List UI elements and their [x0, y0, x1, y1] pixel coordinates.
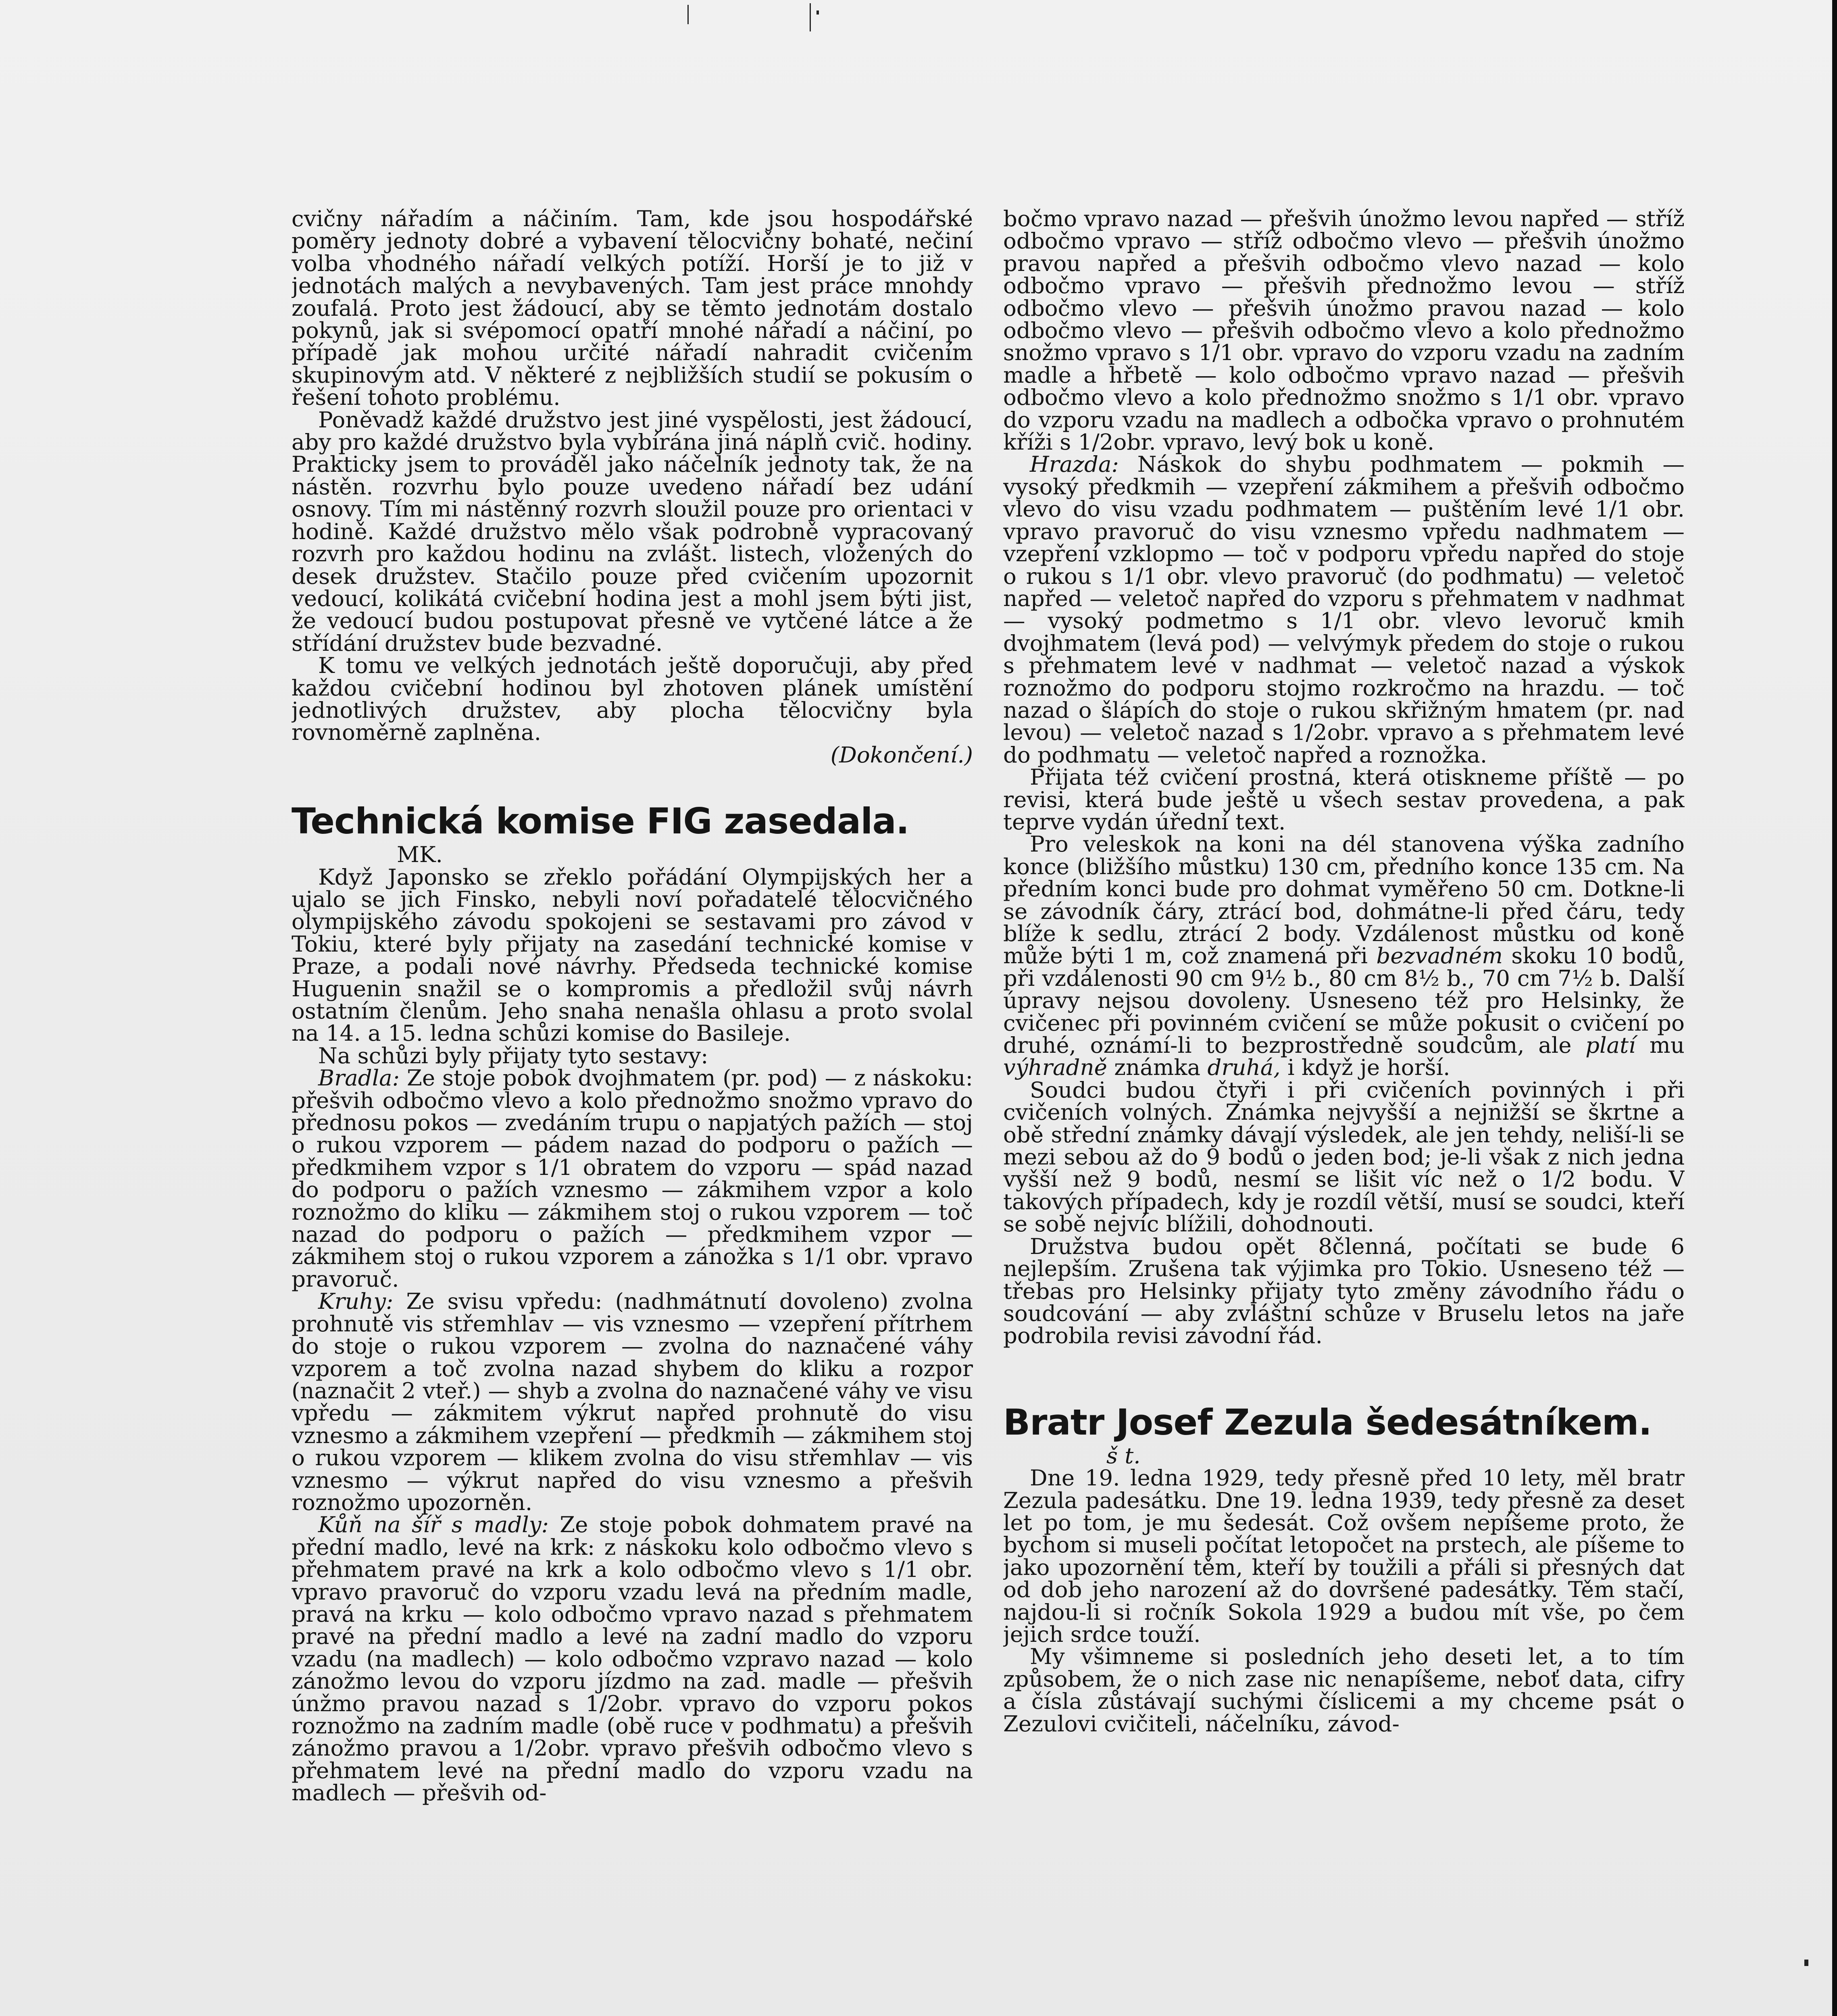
paragraph: bočmo vpravo nazad — přešvih únožmo levou napřed — stříž odbočmo vpravo — stříž odbočmo vlevo — přešvih únožmo pravou napřed a přešvih odbočmo vlevo nazad — kolo odbočmo vpravo — přešvih přednožmo levou — stříž odbočmo vlevo — přešvih únožmo pravou nazad — kolo odbočmo vlevo — přešvih odbočmo vlevo a kolo přednožmo snožmo vpravo s 1/1 obr. vpravo do vzporu vzadu na zadním madle a hřbetě — kolo odbočmo vpravo nazad — přešvih odbočmo vlevo a kolo přednožmo snožmo s 1/1 obr. vpravo do vzporu vzadu na madlech a odbočka vpravo o prohnutém kříži s 1/2obr. vpravo, levý bok u koně.: [1003, 208, 1685, 455]
apparatus-text: Ze svisu vpředu: (nadhmátnutí dovoleno) zvolna prohnutě vis střemhlav — vis vznesmo — vzepření přítrhem do stoje o rukou vzporem — zvolna do naznačené váhy vzporem a toč zvolna nazad shybem do kliku a rozpor (naznačit 2 vteř.) — shyb a zvolna do naznačené váhy ve visu vpředu — zákmitem výkrut napřed prohnutě do visu vznesmo a zákmihem vzepření — předkmih — zákmihem stoj o rukou vzporem — klikem zvolna do visu střemhlav — vis vznesmo — výkrut napřed do visu vznesmo a přešvih roznožmo upozorněn.: [292, 1288, 973, 1515]
apparatus-text: Náskok do shybu podhmatem — pokmih — vysoký předkmih — vzepření zákmihem a přešvih odbočmo vlevo do visu vzadu podhmatem — puštěním levé 1/1 obr. vpravo pravoruč do visu vznesmo vpředu nadhmatem — vzepření vzklopmo — toč v podporu vpředu napřed do stoje o rukou s 1/1 obr. vlevo pravoruč (do podhmatu) — veletoč napřed — veletoč napřed do vzporu s přehmatem v nadhmat — vysoký podmetmo s 1/1 obr. vlevo levoruč kmih dvojhmatem (levá pod) — velvýmyk předem do stoje o rukou s přehmatem levé v nadhmat — veletoč nazad a výskok roznožmo do podporu stojmo rozkročmo na hrazdu. — toč nazad o šlápích do stoje o rukou skřižným hmatem (pr. nad levou) — veletoč nazad s 1/2obr. vpravo a s přehmatem levé do podhmatu — veletoč napřed a roznožka.: [1003, 451, 1685, 768]
paragraph: Dne 19. ledna 1929, tedy přesně před 10 lety, měl bratr Zezula padesátku. Dne 19. ledna 1939, tedy přesně za deset let po tom, je mu šedesát. Což ovšem nepíšeme proto, že bychom si museli počítat letopočet na prstech, ale píšeme to jako upozornění těm, kteří by toužili a přáli si přesných dat od dob jeho narození až do dovršené padesátky. Těm stačí, najdou-li si ročník Sokola 1929 a budou mít vše, po čem jejich srdce touží.: [1003, 1465, 1685, 1647]
apparatus-label: Bradla:: [318, 1065, 400, 1091]
apparatus-label: Kruhy:: [318, 1288, 394, 1314]
top-edge-mark: [816, 10, 819, 15]
paragraph: K tomu ve velkých jednotách ještě doporučuji, aby před každou cvičební hodinou byl zhotoven plánek umístění jednotlivých družstev, aby plocha tělocvičny byla rovnoměrně zaplněna.: [292, 652, 973, 746]
paragraph: Pro veleskok na koni na dél stanovena výška zadního konce (bližšího můstku) 130 cm, předního konce 135 cm. Na předním konci bude pro dohmat vyměřeno 50 cm. Dotkne-li se závodník čáry, ztrácí bod, dohmátne-li před čáru, tedy blíže k sedlu, ztrácí 2 body. Vzdálenost můstku od koně může býti 1 m, což znamená při bezvadném skoku 10 bodů, při vzdálenosti 90 cm 9½ b., 80 cm 8½ b., 70 cm 7½ b. Další úpravy nejsou dovoleny. Usneseno též pro Helsinky, že cvičenec při povinném cvičení se může pokusit o cvičení po druhé, oznámí-li to bezprostředně soudcům, ale platí mu výhradně známka druhá, i když je horší.: [1003, 831, 1685, 1081]
paragraph: Na schůzi byly přijaty tyto sestavy:: [318, 1042, 708, 1068]
paragraph: Přijata též cvičení prostná, která otiskneme příště — po revisi, která bude ještě u všech sestav provedena, a pak teprve vydán úřední text.: [1003, 764, 1685, 835]
paragraph: Družstva budou opět 8členná, počítati se bude 6 nejlepším. Zrušena tak výjimka pro Tokio. Usneseno též — třebas pro Helsinky přijaty tyto změny závodního řádu o soudcování — aby zvláštní schůze v Bruselu letos na jaře podrobila revisi závodní řád.: [1003, 1233, 1685, 1349]
apparatus-paragraph: [1003, 453, 1685, 766]
top-edge-mark: [810, 3, 811, 31]
apparatus-text: Ze stoje pobok dohmatem pravé na přední madlo, levé na krk: z náskoku kolo odbočmo vlevo s přehmatem pravé na krk a kolo odbočmo vlevo s 1/1 obr. vpravo pravoruč do vzporu vzadu levá na předním madle, pravá na krku — kolo odbočmo vpravo nazad s přehmatem pravé na přední madlo a levé na zadní madlo do vzporu vzadu (na madlech) — kolo odbočmo vzpravo nazad — kolo zánožmo levou do vzporu jízdmo na zad. madle — přešvih únžmo pravou nazad s 1/2obr. vpravo do vzporu pokos roznožmo na zadním madle (obě ruce v podhmatu) a přešvih zánožmo pravou a 1/2obr. vpravo přešvih odbočmo vlevo s přehmatem levé na přední madlo do vzporu vzadu na madlech — přešvih od-: [292, 1512, 973, 1806]
apparatus-label: Hrazda:: [1030, 451, 1119, 477]
article-byline: MK.: [397, 841, 443, 868]
paragraph: My všimneme si posledních jeho deseti let, a to tím způsobem, že o nich zase nic nenapíšeme, neboť data, cifry a čísla zůstávají suchými číslicemi a my chceme psát o Zezulovi cvičiteli, náčelníku, závod-: [1003, 1643, 1685, 1737]
apparatus-paragraph: [292, 1514, 973, 1804]
continuation-note: (Dokončení.): [830, 741, 973, 768]
paragraph-end-row: [292, 741, 973, 768]
article-byline: š t.: [1106, 1442, 1141, 1468]
left-column: [292, 208, 973, 2016]
apparatus-paragraph: [292, 1290, 973, 1514]
paragraph: Když Japonsko se zřeklo pořádání Olympijských her a ujalo se jich Finsko, nebyli noví pořadatelé tělocvičného olympijského závodu spokojeni se sestavami pro závod v Tokiu, které byly přijaty na zasedání technické komise v Praze, a podali nové návrhy. Předseda technické komise Huguenin snažil se o kompromis a předložil svůj návrh ostatním členům. Jeho snaha nenašla ohlasu a proto svolal na 14. a 15. ledna schůzi komise do Basileje.: [292, 864, 973, 1046]
article-title: Bratr Josef Zezula šedesátníkem.: [1003, 1401, 1652, 1443]
margin-mark: [1804, 1960, 1808, 1966]
top-edge-mark: [687, 5, 689, 24]
scan-edge: [1832, 0, 1837, 2016]
apparatus-label: Kůň na šíř s madly:: [318, 1512, 549, 1538]
paragraph: cvičny nářadím a náčiním. Tam, kde jsou hospodářské poměry jednoty dobré a vybavení tělocvičny bohaté, nečiní volba vhodného nářadí velkých potíží. Horší je to již v jednotách malých a nevybavených. Tam jest práce mnohdy zoufalá. Proto jest žádoucí, aby se těmto jednotám dostalo pokynů, jak si svépomocí opatří mnohé nářadí a náčiní, po případě jak mohou určité nářadí nahradit cvičením skupinovým atd. V některé z nejbližších studií se pokusím o řešení tohoto problému.: [292, 208, 973, 410]
paragraph: Poněvadž každé družstvo jest jiné vyspělosti, jest žádoucí, aby pro každé družstvo byla vybírána jiná náplň cvič. hodiny. Prakticky jsem to prováděl jako náčelník jednoty tak, že na nástěn. rozvrhu bylo pouze uvedeno nářadí bez udání osnovy. Tím mi nástěnný rozvrh sloužil pouze pro orientaci v hodině. Každé družstvo mělo však podrobně vypracovaný rozvrh pro každou hodinu na zvlášt. listech, vložených do desek družstev. Stačilo pouze před cvičením upozornit vedoucí, kolikátá cvičební hodina jest a mohl jsem býti jist, že vedoucí budou postupovat přesně ve vytčené látce a že střídání družstev bude bezvadné.: [292, 406, 973, 656]
apparatus-paragraph: [292, 1067, 973, 1290]
apparatus-text: Ze stoje pobok dvojhmatem (pr. pod) — z náskoku: přešvih odbočmo vlevo a kolo přednožmo snožmo vpravo do přednosu pokos — zvedáním trupu o napjatých pažích — stoj o rukou vzporem — pádem nazad do podporu o pažích — předkmihem vzpor s 1/1 obratem do vzporu — spád nazad do podporu o pažích vznesmo — zákmihem vzpor a kolo roznožmo do kliku — zákmihem stoj o rukou vzporem — toč nazad do podporu o pažích — předkmihem vzpor — zákmihem stoj o rukou vzporem a zánožka s 1/1 obr. vpravo pravoruč.: [292, 1065, 973, 1292]
paragraph: Soudci budou čtyři i při cvičeních povinných i při cvičeních volných. Známka nejvyšší a nejnižší se škrtne a obě střední známky dávají výsledek, ale jen tehdy, neliší-li se mezi sebou až do 9 bodů o jeden bod; je-li však z nich jedna vyšší než 9 bodů, nesmí se lišit víc než o 1/2 bodu. V takových případech, kdy je rozdíl větší, musí se soudci, kteří se sobě nejvíc blížili, dohodnouti.: [1003, 1077, 1685, 1237]
article-title: Technická komise FIG zasedala.: [292, 800, 909, 842]
right-column: [1003, 208, 1685, 1837]
